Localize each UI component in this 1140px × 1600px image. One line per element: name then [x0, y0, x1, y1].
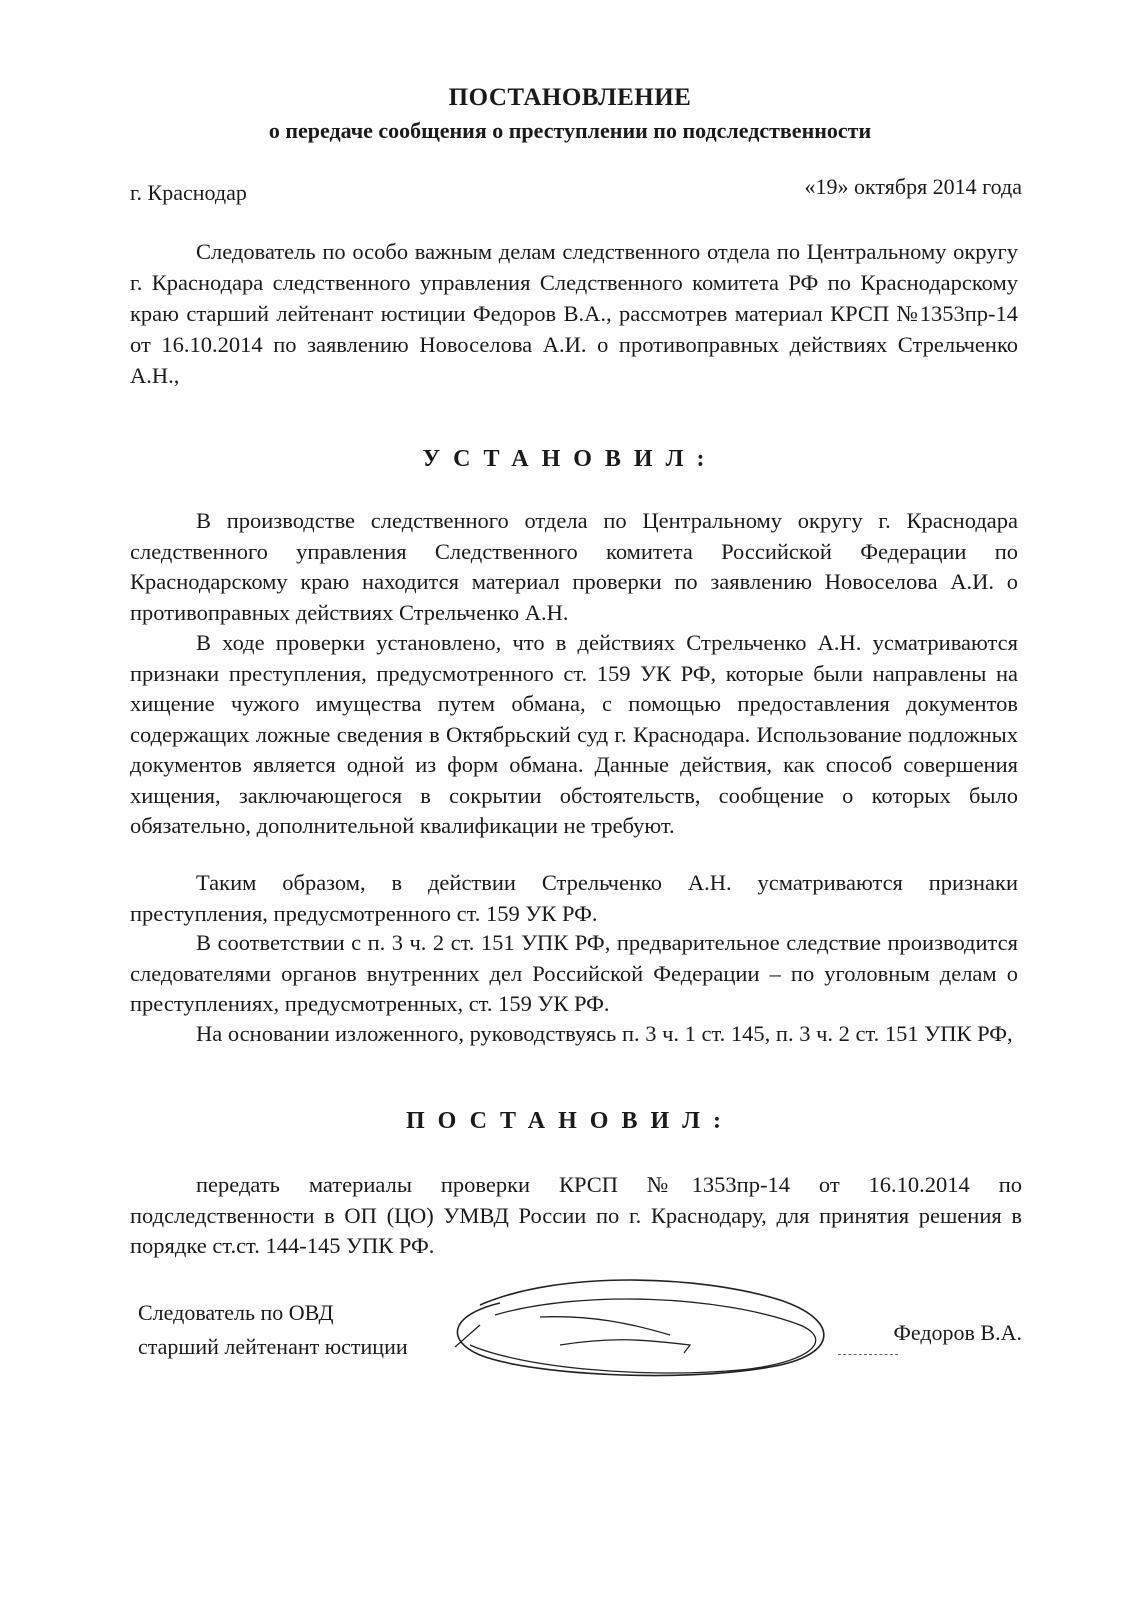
established-heading: УСТАНОВИЛ:: [422, 446, 718, 472]
intro-paragraph: Следователь по особо важным делам следственного отдела по Центральному округу г. Краснодара следственного управления Следственного комитета РФ по Краснодарскому краю старший лейтенант юстиции Федоров В.А., рассмотрев материал КРСП №1353пр-14 от 16.10.2014 по заявлению Новоселова А.И. о противоправных действиях Стрельченко А.Н.,: [130, 239, 1018, 388]
established-paragraph: На основании изложенного, руководствуясь п. 3 ч. 1 ст. 145, п. 3 ч. 2 ст. 151 УПК РФ,: [196, 1021, 1013, 1046]
document-title: ПОСТАНОВЛЕНИЕ: [448, 84, 692, 111]
established-paragraph: В соответствии с п. 3 ч. 2 ст. 151 УПК РФ, предварительное следствие производится следователями органов внутренних дел Российской Федерации – по уголовным делам о преступлениях, предусмотренных, ст. 159 УК РФ.: [130, 930, 1018, 1016]
signatory-name: Федоров В.А.: [893, 1320, 1022, 1345]
resolved-heading: ПОСТАНОВИЛ:: [406, 1108, 734, 1134]
document-date: «19» октября 2014 года: [804, 174, 1022, 199]
document-city: г. Краснодар: [130, 180, 247, 205]
resolved-paragraph: передать материалы проверки КРСП №1353пр-14 от 16.10.2014 по подследственности в ОП (ЦО) УМВД России по г. Краснодару, для принятия решения в порядке ст.ст. 144-145 УПК РФ.: [130, 1172, 1022, 1258]
signatory-position-line: старший лейтенант юстиции: [138, 1334, 408, 1359]
signature-line: [838, 1354, 898, 1355]
established-paragraph: В производстве следственного отдела по Центральному округу г. Краснодара следственного управления Следственного комитета Российской Федерации по Краснодарскому краю находится материал проверки по заявлению Новоселова А.И. о противоправных действиях Стрельченко А.Н.: [130, 508, 1018, 625]
established-paragraph: Таким образом, в действии Стрельченко А.Н. усматриваются признаки преступления, предусмотренного ст. 159 УК РФ.: [130, 870, 1018, 926]
signatory-position-line: Следователь по ОВД: [138, 1300, 334, 1325]
signatory-position: [138, 1296, 408, 1364]
document-subtitle: о передаче сообщения о преступлении по подследственности: [268, 118, 872, 143]
handwritten-signature: [440, 1275, 860, 1385]
established-paragraph: В ходе проверки установлено, что в действиях Стрельченко А.Н. усматриваются признаки преступления, предусмотренного ст. 159 УК РФ, которые были направлены на хищение чужого имущества путем обмана, с помощью предоставления документов содержащих ложные сведения в Октябрьский суд г. Краснодара. Использование подложных документов является одной из форм обмана. Данные действия, как способ совершения хищения, заключающегося в сокрытии обстоятельств, сообщение о которых было обязательно, дополнительной квалификации не требуют.: [130, 630, 1018, 838]
